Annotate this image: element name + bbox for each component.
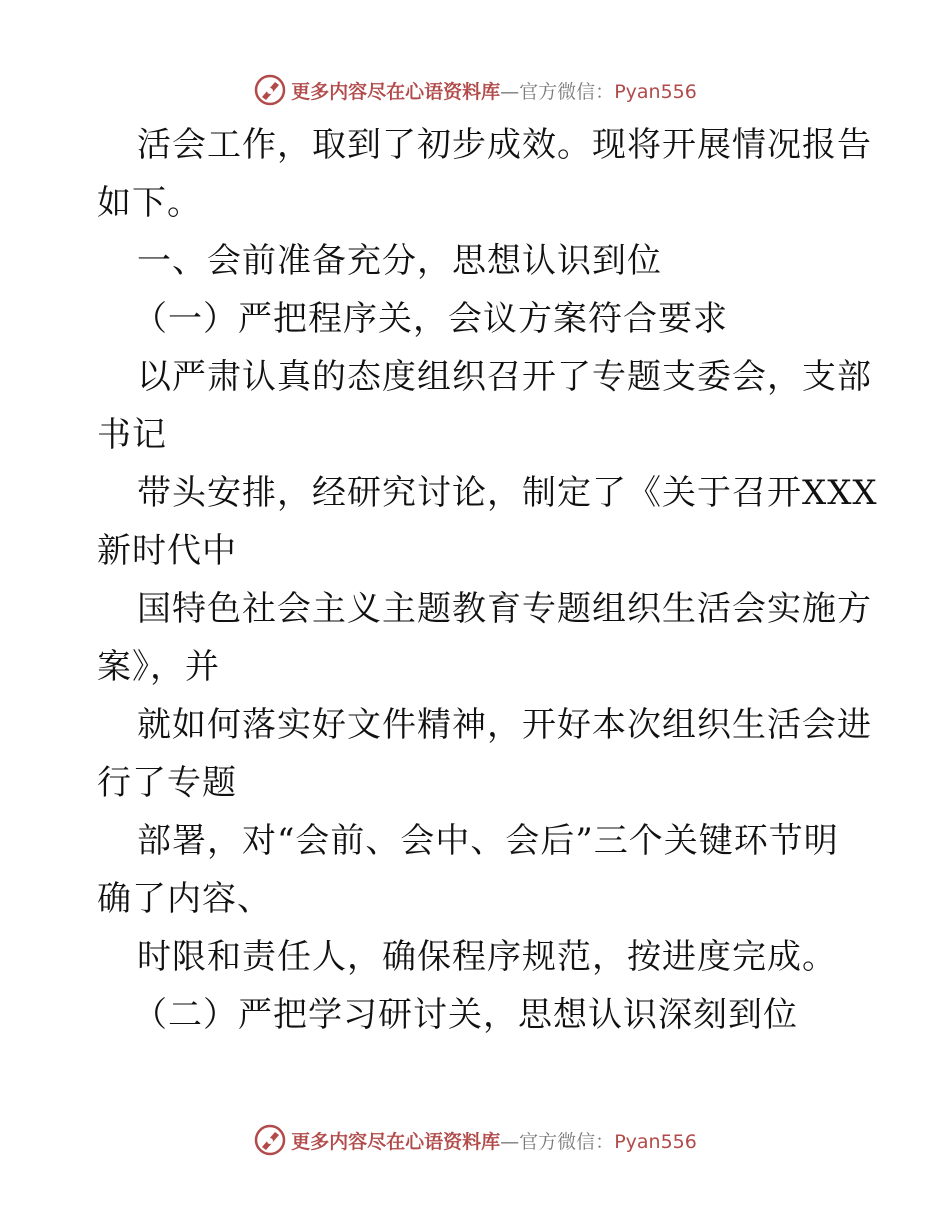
pen-logo-icon xyxy=(253,1123,287,1157)
paragraph-line: 案》，并 xyxy=(97,647,220,687)
footer-banner-official: 官方微信： xyxy=(519,1130,615,1153)
footer-banner-separator: — xyxy=(500,1130,520,1153)
document-body xyxy=(97,116,878,1044)
paragraph-line: 行了专题 xyxy=(97,763,237,803)
footer-watermark-banner xyxy=(0,1118,950,1162)
header-banner-brand: 更多内容尽在心语资料库 xyxy=(291,80,501,103)
header-banner-official: 官方微信： xyxy=(519,80,615,103)
paragraph-line: 书记 xyxy=(97,415,167,455)
subsection-heading: （一）严把程序关，会议方案符合要求 xyxy=(133,299,728,339)
header-banner-account: Pyan556 xyxy=(614,80,697,103)
subsection-heading: （二）严把学习研讨关，思想认识深刻到位 xyxy=(133,995,798,1035)
paragraph-line: 活会工作，取到了初步成效。现将开展情况报告 xyxy=(137,125,872,165)
header-watermark-banner xyxy=(0,68,950,112)
footer-banner-brand: 更多内容尽在心语资料库 xyxy=(291,1130,501,1153)
header-banner-text xyxy=(291,77,697,104)
header-banner-separator: — xyxy=(500,80,520,103)
paragraph-line: 时限和责任人，确保程序规范，按进度完成。 xyxy=(137,937,837,977)
section-heading: 一、会前准备充分，思想认识到位 xyxy=(137,241,662,281)
paragraph-line: 如下。 xyxy=(97,183,202,223)
paragraph-line: 带头安排，经研究讨论，制定了《关于召开XXX xyxy=(137,473,878,513)
footer-banner-account: Pyan556 xyxy=(614,1130,697,1153)
paragraph-line: 国特色社会主义主题教育专题组织生活会实施方 xyxy=(137,589,872,629)
paragraph-line: 以严肃认真的态度组织召开了专题支委会，支部 xyxy=(137,357,872,397)
paragraph-line: 部署，对“会前、会中、会后”三个关键环节明 xyxy=(137,821,839,861)
paragraph-line: 确了内容、 xyxy=(97,879,272,919)
pen-logo-icon xyxy=(253,73,287,107)
paragraph-line: 新时代中 xyxy=(97,531,237,571)
footer-banner-text xyxy=(291,1127,697,1154)
paragraph-line: 就如何落实好文件精神，开好本次组织生活会进 xyxy=(137,705,872,745)
